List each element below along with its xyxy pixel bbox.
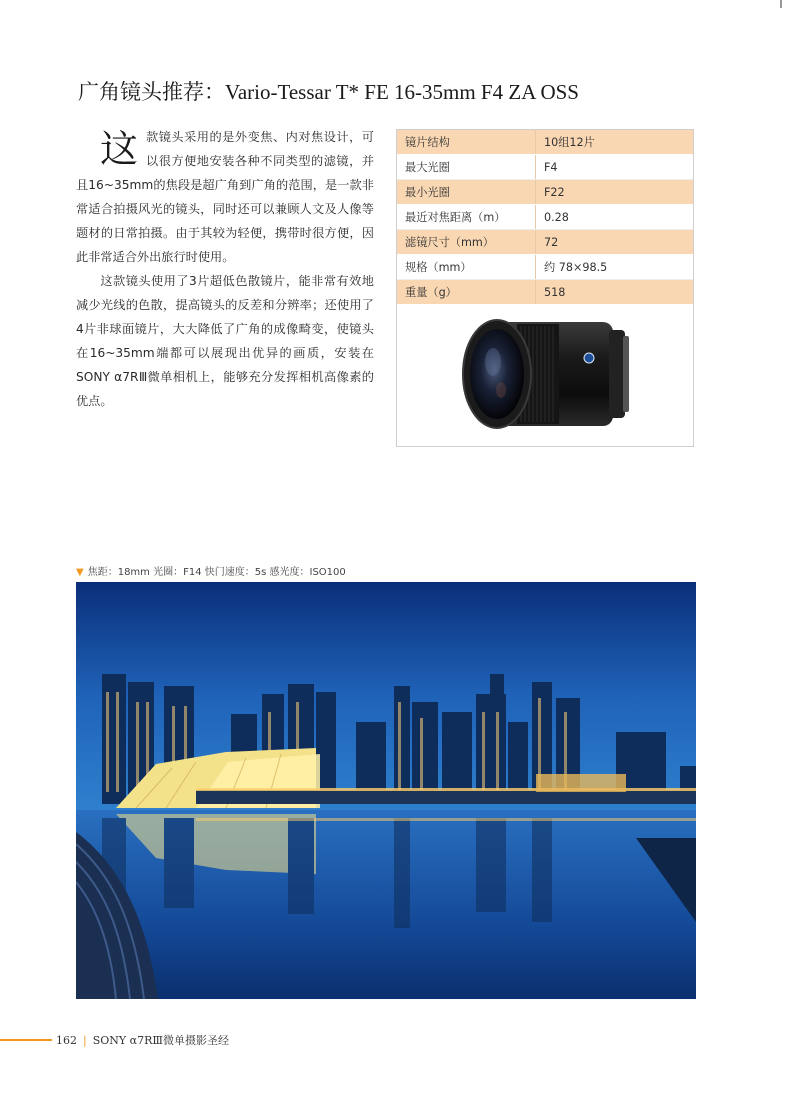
night-cityscape-photo <box>76 582 696 999</box>
page-title: 广角镜头推荐：Vario-Tessar T* FE 16-35mm F4 ZA OSS <box>78 80 579 104</box>
footer-accent-line <box>0 1039 52 1041</box>
spec-row <box>397 130 693 155</box>
cityscape-illustration <box>76 582 696 999</box>
book-title: SONY α7RⅢ微单摄影圣经 <box>92 1034 229 1047</box>
drop-cap: 这 <box>100 127 139 171</box>
spec-row <box>397 255 693 280</box>
spec-box <box>396 129 694 447</box>
footer-separator: | <box>83 1034 87 1047</box>
caption-triangle-icon: ▼ <box>76 567 84 578</box>
page-number: 162 <box>56 1034 77 1047</box>
spec-value: 518 <box>536 280 694 305</box>
spec-value: 约 78×98.5 <box>536 255 694 280</box>
spec-key: 镜片结构 <box>397 130 536 155</box>
spec-key: 规格（mm） <box>397 255 536 280</box>
page-footer <box>56 1032 229 1048</box>
paragraph-2: 这款镜头使用了3片超低色散镜片，能非常有效地减少光线的色散，提高镜头的反差和分辨率；还使用了4片非球面镜片，大大降低了广角的成像畸变，使镜头在16~35mm端都可以展现出优异的画质，安装在SONY α7RⅢ微单相机上，能够充分发挥相机高像素的优点。 <box>76 274 374 408</box>
spec-table <box>397 130 693 305</box>
page-corner-mark <box>780 0 782 8</box>
spec-key: 滤镜尺寸（mm） <box>397 230 536 255</box>
caption-text: 焦距：18mm 光圈：F14 快门速度：5s 感光度：ISO100 <box>87 567 346 578</box>
body-text <box>76 125 374 413</box>
lens-illustration <box>397 300 693 446</box>
spec-key: 最大光圈 <box>397 155 536 180</box>
spec-value: 10组12片 <box>536 130 694 155</box>
spec-key: 重量（g） <box>397 280 536 305</box>
photo-caption <box>76 563 346 578</box>
paragraph-1: 款镜头采用的是外变焦、内对焦设计，可以很方便地安装各种不同类型的滤镜，并且16~35mm的焦段是超广角到广角的范围，是一款非常适合拍摄风光的镜头，同时还可以兼顾人文及人像等题材的日常拍摄。由于其较为轻便，携带时很方便，因此非常适合外出旅行时使用。 <box>76 130 374 264</box>
spec-row <box>397 180 693 205</box>
spec-row <box>397 230 693 255</box>
spec-value: 0.28 <box>536 205 694 230</box>
spec-row <box>397 155 693 180</box>
spec-key: 最小光圈 <box>397 180 536 205</box>
spec-value: 72 <box>536 230 694 255</box>
lens-image <box>397 300 693 446</box>
spec-value: F4 <box>536 155 694 180</box>
spec-value: F22 <box>536 180 694 205</box>
spec-row <box>397 205 693 230</box>
spec-key: 最近对焦距离（m） <box>397 205 536 230</box>
